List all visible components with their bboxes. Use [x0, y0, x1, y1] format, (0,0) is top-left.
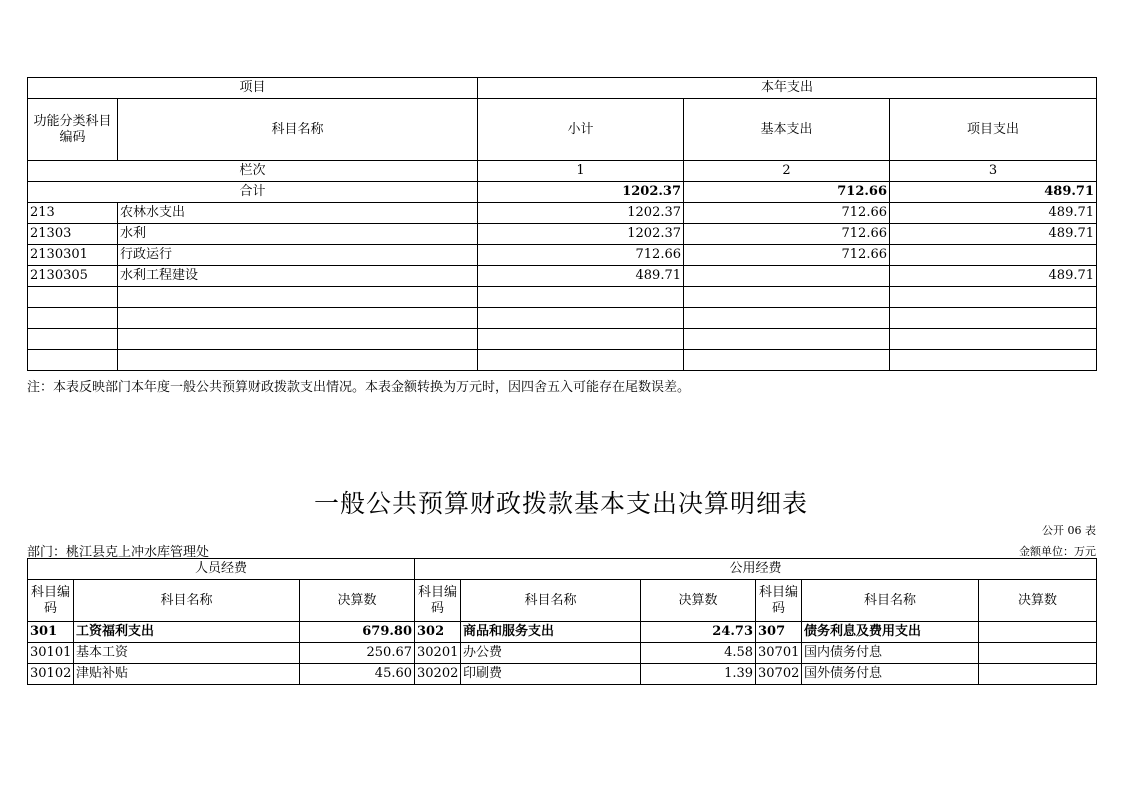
empty-row — [28, 350, 1097, 371]
row-basic: 712.66 — [684, 245, 890, 266]
name-cell: 印刷费 — [461, 664, 641, 685]
header-name: 科目名称 — [802, 580, 979, 622]
amount-cell: 679.80 — [300, 622, 415, 643]
header-code: 科目编码 — [756, 580, 802, 622]
row-subtotal: 712.66 — [478, 245, 684, 266]
header-subject-name: 科目名称 — [118, 99, 478, 161]
amount-unit: 金额单位：万元 — [1019, 545, 1096, 558]
name-cell: 国外债务付息 — [802, 664, 979, 685]
amount-cell: 250.67 — [300, 643, 415, 664]
table-note: 注：本表反映部门本年度一般公共预算财政拨款支出情况。本表金额转换为万元时，因四舍五入可能存在尾数误差。 — [27, 380, 691, 395]
row-project: 489.71 — [890, 224, 1097, 245]
expense-summary-table — [27, 77, 1097, 371]
form-number: 公开 06 表 — [1042, 524, 1096, 537]
row-code: 21303 — [28, 224, 118, 245]
empty-row — [28, 329, 1097, 350]
amount-cell — [979, 643, 1097, 664]
code-cell: 30101 — [28, 643, 74, 664]
row-basic: 712.66 — [684, 203, 890, 224]
total-subtotal: 1202.37 — [478, 182, 684, 203]
header-personnel: 人员经费 — [28, 559, 415, 580]
header-name: 科目名称 — [461, 580, 641, 622]
row-code: 2130301 — [28, 245, 118, 266]
name-cell: 基本工资 — [74, 643, 300, 664]
row-project — [890, 245, 1097, 266]
header-code: 科目编码 — [415, 580, 461, 622]
name-cell: 津贴补贴 — [74, 664, 300, 685]
name-cell: 商品和服务支出 — [461, 622, 641, 643]
table-row — [28, 643, 1097, 664]
table-row — [28, 203, 1097, 224]
name-cell: 办公费 — [461, 643, 641, 664]
row-subtotal: 1202.37 — [478, 203, 684, 224]
header-amount: 决算数 — [641, 580, 756, 622]
table-row — [28, 245, 1097, 266]
row-project: 489.71 — [890, 203, 1097, 224]
code-cell: 30102 — [28, 664, 74, 685]
name-cell: 债务利息及费用支出 — [802, 622, 979, 643]
code-cell: 307 — [756, 622, 802, 643]
code-cell: 302 — [415, 622, 461, 643]
table-row — [28, 224, 1097, 245]
header-name: 科目名称 — [74, 580, 300, 622]
amount-cell — [979, 664, 1097, 685]
column-index-label: 栏次 — [28, 161, 478, 182]
row-name: 水利 — [118, 224, 478, 245]
header-public: 公用经费 — [415, 559, 1097, 580]
row-name: 行政运行 — [118, 245, 478, 266]
column-index-3: 3 — [890, 161, 1097, 182]
amount-cell: 4.58 — [641, 643, 756, 664]
amount-cell: 45.60 — [300, 664, 415, 685]
header-code: 科目编码 — [28, 580, 74, 622]
code-cell: 30201 — [415, 643, 461, 664]
header-project: 项目 — [28, 78, 478, 99]
total-project: 489.71 — [890, 182, 1097, 203]
column-index-2: 2 — [684, 161, 890, 182]
header-current-year-expense: 本年支出 — [478, 78, 1097, 99]
name-cell: 工资福利支出 — [74, 622, 300, 643]
total-basic: 712.66 — [684, 182, 890, 203]
amount-cell: 1.39 — [641, 664, 756, 685]
row-subtotal: 1202.37 — [478, 224, 684, 245]
header-basic: 基本支出 — [684, 99, 890, 161]
row-basic — [684, 266, 890, 287]
column-index-1: 1 — [478, 161, 684, 182]
row-name: 水利工程建设 — [118, 266, 478, 287]
basic-expense-detail-table — [27, 558, 1097, 685]
table-row — [28, 622, 1097, 643]
empty-row — [28, 287, 1097, 308]
row-subtotal: 489.71 — [478, 266, 684, 287]
row-basic: 712.66 — [684, 224, 890, 245]
row-project: 489.71 — [890, 266, 1097, 287]
amount-cell — [979, 622, 1097, 643]
table-row — [28, 664, 1097, 685]
table-row — [28, 266, 1097, 287]
code-cell: 30701 — [756, 643, 802, 664]
code-cell: 30702 — [756, 664, 802, 685]
name-cell: 国内债务付息 — [802, 643, 979, 664]
row-name: 农林水支出 — [118, 203, 478, 224]
header-subtotal: 小计 — [478, 99, 684, 161]
page-title: 一般公共预算财政拨款基本支出决算明细表 — [313, 489, 808, 518]
amount-cell: 24.73 — [641, 622, 756, 643]
empty-row — [28, 308, 1097, 329]
row-code: 2130305 — [28, 266, 118, 287]
header-amount: 决算数 — [979, 580, 1097, 622]
total-label: 合计 — [28, 182, 478, 203]
header-func-code: 功能分类科目编码 — [28, 99, 118, 161]
department-label: 部门：桃江县克上冲水库管理处 — [27, 545, 210, 560]
row-code: 213 — [28, 203, 118, 224]
code-cell: 30202 — [415, 664, 461, 685]
header-amount: 决算数 — [300, 580, 415, 622]
header-project-expense: 项目支出 — [890, 99, 1097, 161]
code-cell: 301 — [28, 622, 74, 643]
